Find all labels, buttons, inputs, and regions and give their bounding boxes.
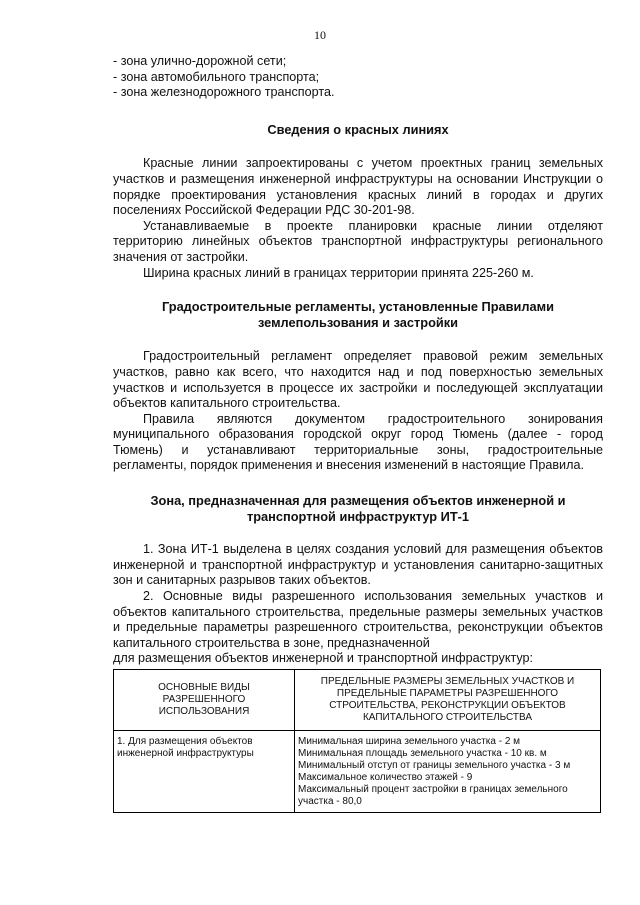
red-lines-section [113, 156, 603, 281]
parameter-line: Максимальный процент застройки в границах земельного участка - 80,0 [298, 784, 568, 807]
parameter-line: Минимальная площадь земельного участка - 10 кв. м [298, 748, 547, 759]
zone-it1-heading [113, 493, 603, 524]
table-header-parameters: ПРЕДЕЛЬНЫЕ РАЗМЕРЫ ЗЕМЕЛЬНЫХ УЧАСТКОВ И ПРЕДЕЛЬНЫЕ ПАРАМЕТРЫ РАЗРЕШЕННОГО СТРОИТЕЛЬСТВА, РЕКОНСТРУКЦИИ ОБЪЕКТОВ КАПИТАЛЬНОГО СТРОИТЕЛЬСТВА [295, 670, 601, 731]
table-row [114, 731, 601, 813]
zone-it1-section [113, 542, 603, 667]
paragraph: Ширина красных линий в границах территории принята 225-260 м. [143, 265, 534, 280]
regulations-heading [113, 299, 603, 330]
parameter-line: Максимальное количество этажей - 9 [298, 772, 473, 783]
table-header-uses: ОСНОВНЫЕ ВИДЫ РАЗРЕШЕННОГО ИСПОЛЬЗОВАНИЯ [114, 670, 295, 731]
page-number: 10 [314, 28, 326, 42]
heading-line: землепользования и застройки [257, 314, 459, 330]
zone-parameters-table [113, 669, 601, 813]
table-header-row [114, 670, 601, 731]
heading-line: транспортной инфраструктур ИТ-1 [246, 508, 470, 524]
regulations-section [113, 349, 603, 474]
parameter-line: Минимальная ширина земельного участка - 2 м [298, 736, 521, 747]
zone-list [113, 54, 603, 101]
table-cell-use: 1. Для размещения объектов инженерной инфраструктуры [114, 731, 295, 813]
red-lines-heading: Сведения о красных линиях [267, 121, 449, 137]
heading-line: Зона, предназначенная для размещения объектов инженерной и [150, 493, 566, 509]
list-item: - зона автомобильного транспорта; [113, 69, 320, 84]
parameter-line: Минимальный отступ от границы земельного участка - 3 м [298, 760, 571, 771]
paragraph: Правила являются документом градостроительного зонирования муниципального образования городской округ город Тюмень (далее - город Тюмень) и устанавливают территориальные зоны, градостроительные регламенты, порядок применения и внесения изменений в настоящие Правила. [113, 411, 603, 473]
document-body [113, 54, 603, 813]
paragraph: 1. Зона ИТ-1 выделена в целях создания условий для размещения объектов инженерной и транспортной инфраструктур и установления санитарно-защитных зон и санитарных разрывов таких объектов. [113, 542, 603, 588]
table-cell-parameters [295, 731, 601, 813]
paragraph: Красные линии запроектированы с учетом проектных границ земельных участков и размещения инженерной инфраструктуры на основании Инструкции о порядке проектирования установления красных линий в городах и других поселениях Российской Федерации РДС 30-201-98. [113, 156, 603, 218]
list-item: - зона улично-дорожной сети; [113, 54, 287, 68]
paragraph: 2. Основные виды разрешенного использования земельных участков и объектов капитального строительства, предельные размеры земельных участков и предельные параметры разрешенного строительства, реконструкции объектов капитального строительства в зоне, предназначенной [113, 589, 603, 650]
list-item: - зона железнодорожного транспорта. [113, 85, 335, 100]
paragraph: Градостроительный регламент определяет правовой режим земельных участков, равно как всего, что находится над и под поверхностью земельных участков и используется в процессе их застройки и последующей эксплуатации объектов капитального строительства. [113, 349, 603, 411]
heading-line: Градостроительные регламенты, установленные Правилами [161, 299, 554, 315]
paragraph: Устанавливаемые в проекте планировки красные линии отделяют территорию линейных объектов транспортной инфраструктуры регионального значения от застройки. [113, 218, 603, 264]
paragraph-last-line: для размещения объектов инженерной и транспортной инфраструктур: [113, 651, 534, 666]
